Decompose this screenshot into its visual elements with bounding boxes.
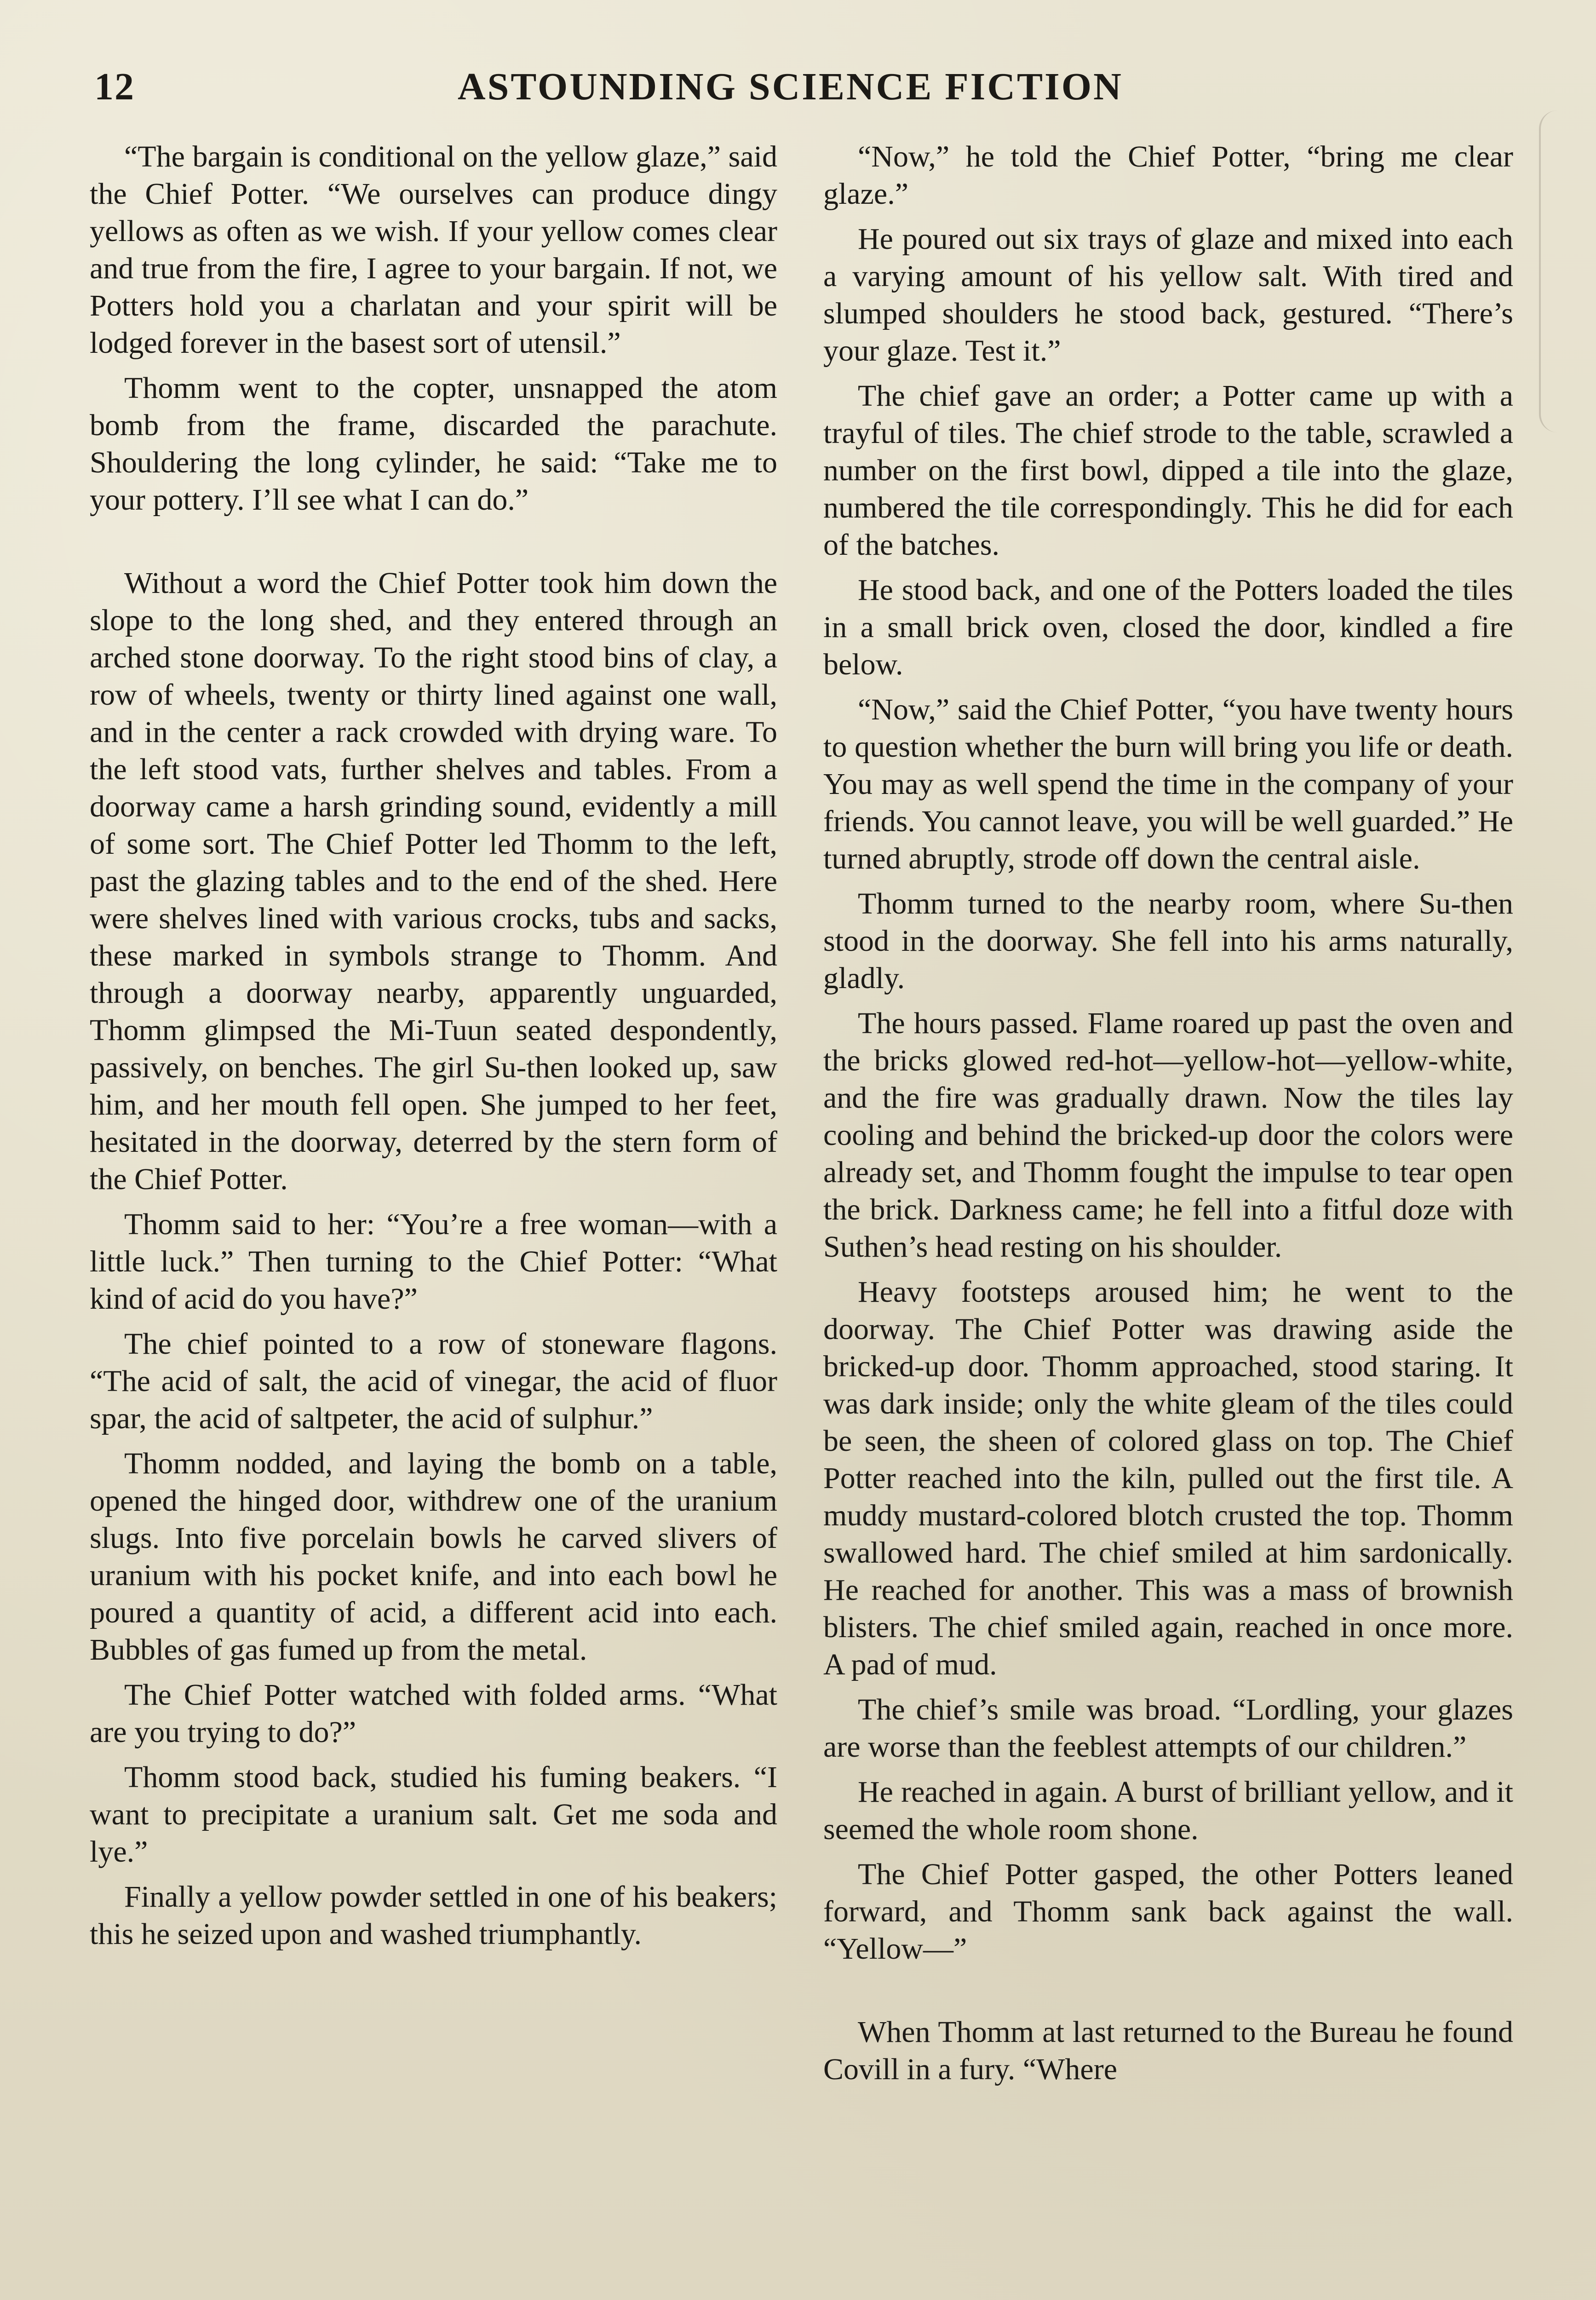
paragraph: The chief’s smile was broad. “Lordling, your glazes are worse than the feeblest attempts of our children.”: [823, 1693, 1513, 1764]
paragraph: When Thomm at last returned to the Bureau he found Covill in a fury. “Where: [823, 2015, 1513, 2086]
left-column: [90, 138, 777, 1961]
paragraph: “The bargain is conditional on the yellow glaze,” said the Chief Potter. “We ourselves can produce dingy yellows as often as we wish. If your yellow comes clear and true from the fire, I agree to your bargain. If not, we Potters hold you a charlatan and your spirit will be lodged forever in the basest sort of utensil.”: [90, 140, 777, 360]
page-number: 12: [94, 65, 135, 108]
paragraph: The chief gave an order; a Potter came up with a trayful of tiles. The chief strode to the table, scrawled a number on the first bowl, dipped a tile into the glaze, numbered the tile correspondingly. This he did for each of the batches.: [823, 379, 1513, 562]
paragraph: The Chief Potter watched with folded arms. “What are you trying to do?”: [90, 1678, 777, 1749]
paragraph: Thomm stood back, studied his fuming beakers. “I want to precipitate a uranium salt. Get me soda and lye.”: [90, 1760, 777, 1869]
right-column: [823, 138, 1513, 2096]
page-header: [94, 64, 1518, 124]
paragraph: “Now,” he told the Chief Potter, “bring me clear glaze.”: [823, 140, 1513, 211]
torn-edge: [1539, 110, 1596, 432]
paragraph: Thomm went to the copter, unsnapped the atom bomb from the frame, discarded the parachute. Shouldering the long cylinder, he said: “Take me to your pottery. I’ll see what I can do.”: [90, 371, 777, 517]
paragraph: The Chief Potter gasped, the other Potters leaned forward, and Thomm sank back against the wall. “Yellow—”: [823, 1857, 1513, 1966]
paragraph: Without a word the Chief Potter took him down the slope to the long shed, and they entered through an arched stone doorway. To the right stood bins of clay, a row of wheels, twenty or thirty lined against one wall, and in the center a rack crowded with drying ware. To the left stood vats, further shelves and tables. From a doorway came a harsh grinding sound, evidently a mill of some sort. The Chief Potter led Thomm to the left, past the glazing tables and to the end of the shed. Here were shelves lined with various crocks, tubs and sacks, these marked in symbols strange to Thomm. And through a doorway nearby, apparently unguarded, Thomm glimpsed the Mi-Tuun seated despondently, passively, on benches. The girl Su-then looked up, saw him, and her mouth fell open. She jumped to her feet, hesitated in the doorway, deterred by the stern form of the Chief Potter.: [90, 566, 777, 1196]
paragraph: He stood back, and one of the Potters loaded the tiles in a small brick oven, closed the door, kindled a fire below.: [823, 573, 1513, 681]
paragraph: He reached in again. A burst of brilliant yellow, and it seemed the whole room shone.: [823, 1775, 1513, 1846]
paragraph: The hours passed. Flame roared up past the oven and the bricks glowed red-hot—yellow-hot—yellow-white, and the fire was gradually drawn. Now the tiles lay cooling and behind the bricked-up door the colors were already set, and Thomm fought the impulse to tear open the brick. Darkness came; he fell into a fitful doze with Suthen’s head resting on his shoulder.: [823, 1006, 1513, 1264]
paragraph: The chief pointed to a row of stoneware flagons. “The acid of salt, the acid of vinegar, the acid of fluor spar, the acid of saltpeter, the acid of sulphur.”: [90, 1327, 777, 1435]
paragraph: Finally a yellow powder settled in one of his beakers; this he seized upon and washed triumphantly.: [90, 1880, 777, 1951]
paragraph: Thomm nodded, and laying the bomb on a table, opened the hinged door, withdrew one of the uranium slugs. Into five porcelain bowls he carved slivers of uranium with his pocket knife, and into each bowl he poured a quantity of acid, a different acid into each. Bubbles of gas fumed up from the metal.: [90, 1447, 777, 1667]
paragraph: He poured out six trays of glaze and mixed into each a varying amount of his yellow salt. With tired and slumped shoulders he stood back, gestured. “There’s your glaze. Test it.”: [823, 222, 1513, 368]
paragraph: Heavy footsteps aroused him; he went to the doorway. The Chief Potter was drawing aside the bricked-up door. Thomm approached, stood staring. It was dark inside; only the white gleam of the tiles could be seen, the sheen of colored glass on top. The Chief Potter reached into the kiln, pulled out the first tile. A muddy mustard-colored blotch crusted the top. Thomm swallowed hard. The chief smiled at him sardonically. He reached for another. This was a mass of brownish blisters. The chief smiled again, reached in once more. A pad of mud.: [823, 1275, 1513, 1681]
paragraph: “Now,” said the Chief Potter, “you have twenty hours to question whether the burn will bring you life or death. You may as well spend the time in the company of your friends. You cannot leave, you will be well guarded.” He turned abruptly, strode off down the central aisle.: [823, 693, 1513, 875]
running-head: ASTOUNDING SCIENCE FICTION: [458, 65, 1123, 108]
paragraph: Thomm said to her: “You’re a free woman—with a little luck.” Then turning to the Chief Potter: “What kind of acid do you have?”: [90, 1208, 777, 1316]
paragraph: Thomm turned to the nearby room, where Su-then stood in the doorway. She fell into his arms naturally, gladly.: [823, 887, 1513, 995]
